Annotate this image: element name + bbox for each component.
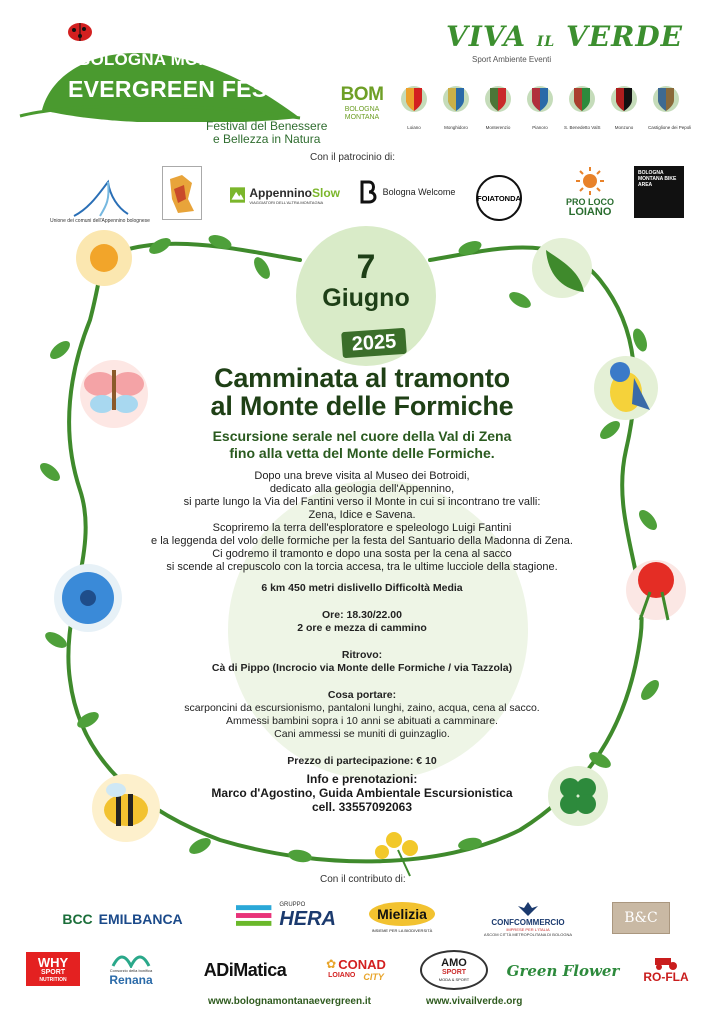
bird-icon	[594, 356, 658, 420]
tractor-icon	[651, 956, 681, 970]
crest-3	[480, 84, 516, 130]
bee-icon	[92, 774, 160, 842]
conad-flower-icon: ✿	[326, 957, 337, 971]
patrocinio-label: Con il patrocinio di:	[310, 152, 396, 163]
mielizia-logo: Mielizia INSIEME PER LA BIODIVERSITÀ	[365, 894, 439, 940]
event-subtitle: Escursione serale nel cuore della Val di Zena fino alla vetta del Monte delle Formiche.	[212, 428, 512, 461]
website-link-vivailverde[interactable]: www.vivailverde.org	[426, 996, 523, 1007]
crest-shield-icon	[443, 84, 469, 114]
green-flower-logo: Green Flower	[506, 962, 620, 980]
crest-shield-icon	[653, 84, 679, 114]
foiatonda-circle-icon	[472, 172, 526, 224]
crest-shield-icon	[527, 84, 553, 114]
event-price: Prezzo di partecipazione: € 10	[287, 755, 437, 767]
viva-il-verde-logo: VIVA IL VERDE Sport Ambiente Eventi	[446, 20, 683, 64]
crest-5	[564, 84, 600, 130]
crest-name: Loiano	[407, 125, 421, 130]
fest-title-line2: EVERGREEN FEST	[68, 76, 282, 102]
crest-name: Monzuno	[614, 125, 634, 130]
crest-name: S. Benedetto ValS	[564, 125, 601, 130]
event-info	[140, 582, 584, 782]
event-description: Dopo una breve visita al Museo dei Botroidi, dedicato alla geologia dell'Appennino, si parte lungo la Via del Fantini verso il Monte in cui si incontrano tre valli: Zena, Idice e Savena. Scopriremo la terra dell'esploratore e speleologo Luigi Fantini e la leggenda del volo delle formiche per la festa del Santuario della Madonna di Zena. Ci godremo il tramonto e dopo una sosta per la cena al sacco si scende al crepuscolo con la torcia accesa, tra le ultime lucciole della stagione.	[151, 470, 573, 573]
renana-logo: Consorzio della bonifica Renana	[100, 948, 162, 990]
crest-2	[438, 84, 474, 130]
bcc-emilbanca-logo: BCC EMILBANCA	[62, 911, 183, 927]
foiatonda-logo	[472, 172, 526, 224]
event-time: Ore: 18.30/22.00 2 ore e mezza di cammino	[297, 609, 427, 634]
crest-4	[522, 84, 558, 130]
hera-stripes-icon	[236, 901, 275, 931]
why-sport-logo: WHY SPORT NUTRITION	[26, 952, 80, 986]
bologna-welcome-logo: Bologna Welcome	[352, 178, 462, 206]
fest-title-line1: BOLOGNA MONTANA	[78, 50, 258, 69]
event-month: Giugno	[322, 284, 410, 312]
event-year: 2025	[341, 328, 407, 358]
crest-1	[396, 84, 432, 130]
sun-icon	[572, 165, 608, 197]
b-letter-icon	[359, 180, 377, 204]
sun-icon	[76, 230, 132, 286]
patron-logos	[40, 160, 700, 226]
event-contact: Info e prenotazioni: Marco d'Agostino, Guida Ambientale Escursionistica cell. 33557092063	[211, 772, 513, 814]
appennino-slow-logo: AppenninoSlow VIAGGIATORI DELL'ALTRA MONTAGNA	[230, 180, 340, 210]
ro-fla-logo: RO-FLA	[638, 952, 694, 988]
blue-flower-icon	[54, 564, 122, 632]
crest-name: Monterenzio	[485, 125, 511, 130]
event-stats: 6 km 450 metri dislivello Difficoltà Media	[261, 582, 463, 594]
b-and-c-logo: B&C	[612, 902, 670, 934]
crest-6	[606, 84, 642, 130]
event-meeting-point: Ritrovo: Cà di Pippo (Incrocio via Monte delle Formiche / via Tazzola)	[211, 649, 513, 674]
crest-shield-icon	[485, 84, 511, 114]
viva-subtitle: Sport Ambiente Eventi	[472, 55, 552, 64]
adimatica-logo: ADiMatica	[203, 959, 287, 980]
hera-logo: GRUPPO HERA	[236, 896, 336, 936]
municipality-crests	[396, 84, 692, 130]
confcommercio-logo: CONFCOMMERCIO IMPRESE PER L'ITALIA ASCOM CITTÀ METROPOLITANA DI BOLOGNA	[478, 894, 578, 942]
fest-subtitle: Festival del Benessere e Bellezza in Natura	[206, 119, 328, 146]
contributo-label: Con il contributo di:	[320, 874, 406, 885]
map-icon	[164, 169, 200, 217]
amo-sport-logo: AMO SPORT MODA & SPORT	[420, 950, 488, 990]
crest-shield-icon	[401, 84, 427, 114]
renana-arches-icon	[111, 952, 151, 968]
crest-name: Pianoro	[532, 125, 548, 130]
crest-name: Monghidoro	[444, 125, 468, 130]
evergreen-fest-logo	[18, 18, 308, 122]
bike-area-logo: BOLOGNA MONTANA BIKE AREA	[634, 166, 684, 218]
leaf-shape	[18, 18, 308, 122]
crest-shield-icon	[611, 84, 637, 114]
conad-city-logo: ✿ CONAD LOIANO CITY	[326, 956, 386, 982]
unione-comuni-logo: Unione dei comuni dell'Appennino bolognese	[50, 172, 150, 224]
mountain-icon	[230, 185, 245, 205]
event-what-to-bring: Cosa portare: scarponcini da escursionismo, pantaloni lunghi, zaino, acqua, cena al sacco. Ammessi bambini sopra i 10 anni se abituati a camminare. Cani ammessi se muniti di guinzaglio.	[184, 689, 540, 740]
mountain-icon	[70, 178, 130, 218]
eagle-icon	[518, 900, 538, 918]
pro-loco-loiano-logo: PRO LOCO LOIANO	[550, 160, 630, 222]
svg-text:FOIATONDA: FOIATONDA	[477, 194, 521, 203]
event-title: Camminata al tramonto al Monte delle Formiche	[210, 363, 514, 421]
crest-7	[648, 84, 692, 130]
poppy-icon	[626, 560, 686, 620]
bom-logo: BOM BOLOGNA MONTANA	[340, 84, 384, 121]
event-day: 7	[356, 248, 376, 286]
ladybug-icon	[66, 20, 94, 42]
yellow-flower-icon	[375, 832, 418, 876]
crest-shield-icon	[569, 84, 595, 114]
oak-leaf-icon	[532, 238, 592, 298]
savena-idice-logo	[162, 166, 202, 220]
crest-name: Castiglione dei Pepoli	[648, 125, 692, 130]
website-link-evergreen[interactable]: www.bolognamontanaevergreen.it	[208, 996, 371, 1007]
